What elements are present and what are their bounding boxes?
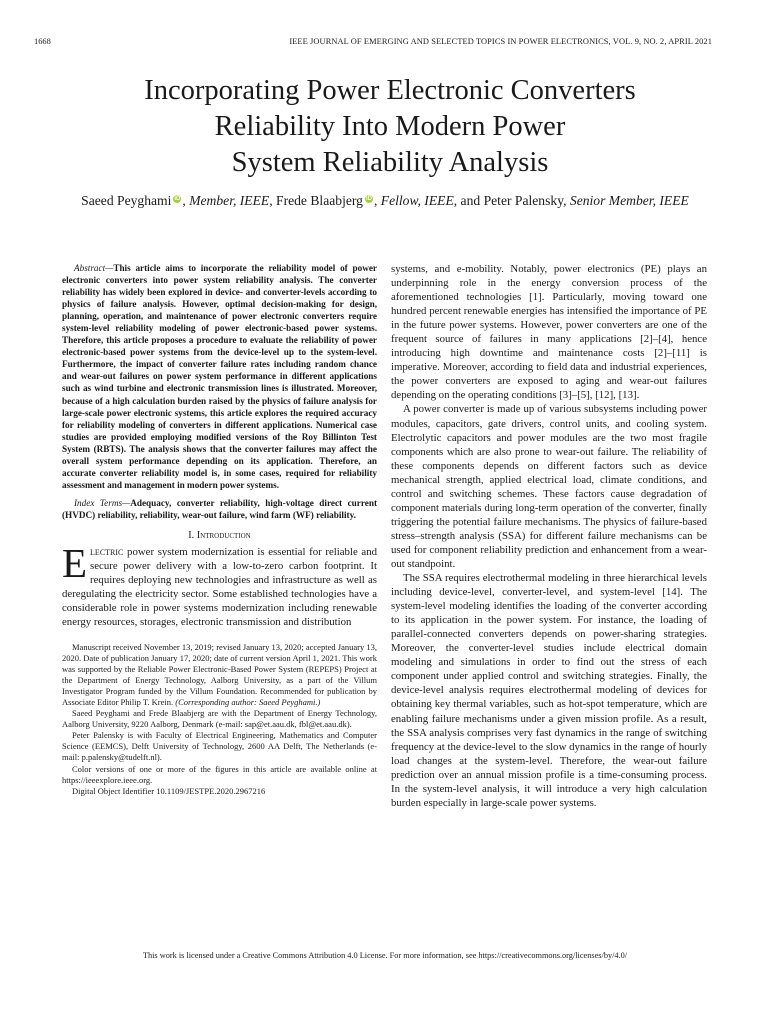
license-notice: This work is licensed under a Creative Commons Attribution 4.0 License. For more information, see https://creativecommons.org/licenses/by/4.0/ xyxy=(142,951,628,960)
footnote-doi: Digital Object Identifier 10.1109/JESTPE.2020.2967216 xyxy=(72,785,266,796)
journal-reference: IEEE JOURNAL OF EMERGING AND SELECTED TOPICS IN POWER ELECTRONICS, VOL. 9, NO. 2, APRIL 2021 xyxy=(289,37,712,46)
running-header xyxy=(34,37,712,51)
drop-cap-rest: lectric xyxy=(90,545,124,558)
footnote-affiliation-2: Peter Palensky is with Faculty of Electrical Engineering, Mathematics and Computer Science (EEMCS), Delft University of Technology, 2600 AA Delft, The Netherlands (e-mail: p.palensky@tudelft.nl). xyxy=(62,730,377,763)
title-line-1: Incorporating Power Electronic Converters xyxy=(144,75,636,106)
abstract-text: This article aims to incorporate the reliability model of power electronic converters into power system reliability analysis. The converter reliability has widely been explored in device- and converter-levels according to physics of failure analysis. However, optimal decision-making for design, planning, operation, and maintenance of power electronic converters require system-level reliability modeling of power electronic-based power systems. Therefore, this article proposes a procedure to evaluate the reliability of power electronic-based power systems from the device-level up to the system-level. Furthermore, the impact of converter failure rates including random chance and wear-out failures on power system performance in different applications such as wind turbine and electronic transmission lines is illustrated. Moreover, because of a high calculation burden raised by the physics of failure analysis for large-scale power electronic systems, this article explores the required accuracy for reliability modeling of converters in different applications. Numerical case studies are provided employing modified versions of the Roy Billinton Test System (RBTS). The analysis shows that the converter failures may affect the overall system performance depending on its application. Therefore, an accurate converter reliability model is, in some cases, required for reliability assessment and management in modern power systems. xyxy=(62,263,377,490)
page-number: 1668 xyxy=(34,37,51,46)
intro-text: power system modernization is essential for reliable and secure power delivery with a low-to-zero carbon footprint. It requires deploying new technologies and infrastructure as well as deregulating the electricity sector. Some established technologies have a considerable role in power systems modernization including renewable energy resources, storages, electronic transmission and distribution xyxy=(62,545,377,629)
paper-title xyxy=(40,73,740,181)
corresponding-author-note: (Corresponding author: Saeed Peyghami.) xyxy=(175,697,321,708)
orcid-icon[interactable]: iD xyxy=(174,196,181,202)
footnotes xyxy=(62,642,377,797)
footnote-color-figures: Color versions of one or more of the figures in this article are available online at https://ieeexplore.ieee.org. xyxy=(62,763,377,785)
title-line-2: Reliability Into Modern Power xyxy=(214,111,566,142)
index-terms-lead: Index Terms— xyxy=(74,497,131,508)
author-2-name: Frede Blaabjerg xyxy=(276,193,363,208)
footnote-affiliation-1: Saeed Peyghami and Frede Blaabjerg are with the Department of Energy Technology, Aalborg University, 9220 Aalborg, Denmark (e-mail: sap@et.aau.dk, fbl@et.aau.dk). xyxy=(62,708,377,730)
intro-paragraph xyxy=(62,539,377,630)
author-3-name: and Peter Palensky xyxy=(460,193,564,208)
author-1-name: Saeed Peyghami xyxy=(81,193,172,208)
title-line-3: System Reliability Analysis xyxy=(231,147,549,178)
author-1-role: Member, IEEE xyxy=(189,193,270,208)
author-3-role: Senior Member, IEEE xyxy=(569,193,689,208)
body-paragraph-2: A power converter is made up of various subsystems including power modules, capacitors, gate drivers, control units, and cooling system. Electrolytic capacitors and power modules are the two most fragile components which are also prone to wear-out failure. The reliability of these components depends on different factors such as device mechanical strength, applied electrical load, climate conditions, and control and switching schemes. These factors cause degradation of component materials during long-term operation of the converter, finally triggering the potential failure mechanisms. The physics of failure-based stress–strength analysis (SSA) for different failure mechanisms can be used for component reliability prediction and enhancement from a wear-out standpoint. xyxy=(391,403,707,570)
section-numeral: I. xyxy=(188,529,195,541)
footnote-manuscript-text: Manuscript received November 13, 2019; revised January 13, 2020; accepted January 13, 2020. Date of publication January 17, 2020; date of current version April 1, 2021. This work was supported by the Reliable Power Electronic-Based Power System (REPEPS) Project at the Department of Energy Technology, Aalborg University, as a part of the Villum Investigator Program funded by the Villum Foundation. Recommended for publication by Associate Editor Philip T. Krein. xyxy=(62,641,377,708)
orcid-icon[interactable]: iD xyxy=(365,196,372,202)
body-paragraph-3: The SSA requires electrothermal modeling in three hierarchical levels including device-level, converter-level, and system-level [14]. The system-level modeling identifies the loading of the converter according to its application in the power system. For instance, the loading of parallel-connected converters depends on power-sharing strategies. Moreover, the converter-level studies include electrical domain modeling and simulations in order to find out the stress of each component under applied control and switching strategies. Finally, the device-level analysis requires electrothermal modeling of devices for obtaining key thermal variables, such as hot-spot temperature, which are enabling failure mechanisms under a given mission profile. As a result, the SSA analysis comprises very fast dynamics in the range of switching frequency at the device-level to the slow dynamics in the range of hourly load changes at the system-level. Therefore, the wear-out failure prediction over an annual mission profile is a time-consuming process. In the system-level analysis, it will introduce a very high calculation burden especially in large-scale power systems. xyxy=(391,572,707,809)
index-terms xyxy=(62,497,377,521)
drop-cap: E xyxy=(62,539,88,586)
right-column xyxy=(391,262,707,810)
abstract-lead: Abstract— xyxy=(74,263,114,273)
footnote-manuscript xyxy=(62,642,377,709)
section-title: Introduction xyxy=(196,529,251,541)
left-column xyxy=(62,262,377,797)
abstract xyxy=(62,262,377,491)
author-2-role: Fellow, IEEE xyxy=(380,193,454,208)
index-terms-text: Adequacy, converter reliability, high-voltage direct current (HVDC) reliability, reliability, wear-out failure, wind farm (WF) reliability. xyxy=(62,497,378,520)
body-paragraph-1: systems, and e-mobility. Notably, power electronics (PE) plays an underpinning role in the energy conversion process of the aforementioned technologies [1]. Particularly, moving toward one hundred percent renewable energies has intensified the importance of PE in the future power systems. However, power converters are one of the frequent source of failures in many applications [2]–[4], hence introducing high downtime and maintenance costs [2]–[11] is imperative. Moreover, according to field data and industrial experiences, the power converters are exposed to aging and wear-out failures depending on the operating conditions [3]–[5], [12], [13]. xyxy=(391,263,707,402)
section-heading-introduction xyxy=(62,530,377,541)
author-list: Saeed Peyghami iD , Member, IEEE, Frede Blaabjerg iD , Fellow, IEEE, and Peter Palensky, Senior Member, IEEE xyxy=(81,193,689,208)
